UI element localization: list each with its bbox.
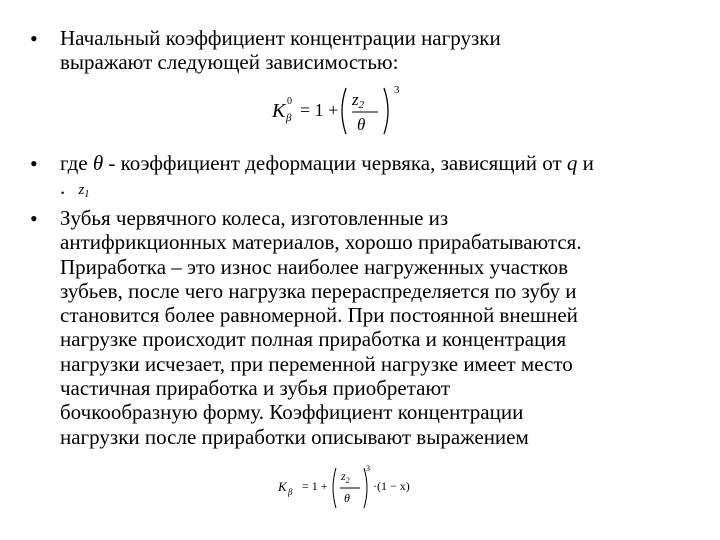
- formula-power: 3: [394, 84, 400, 96]
- formula-tail: ·(1 − x): [373, 479, 410, 493]
- text-line: зубьев, после чего нагрузка перераспределяется по зубу и: [60, 278, 577, 303]
- formula-eq: = 1 +: [302, 479, 328, 493]
- formula-initial-concentration: [272, 86, 422, 136]
- formula-after-runin: [278, 466, 458, 510]
- formula-brackets: [338, 86, 418, 136]
- bullet-dot: •: [30, 206, 38, 231]
- formula-den: θ: [357, 115, 366, 134]
- theta-symbol: θ: [92, 151, 104, 175]
- text-and: и: [582, 151, 594, 175]
- bullet-3: [30, 206, 582, 449]
- text-line: Начальный коэффициент концентрации нагрузки: [60, 26, 501, 50]
- text-line: нагрузке происходит полная приработка и концентрация: [60, 327, 567, 352]
- q-symbol: q: [566, 151, 578, 175]
- bullet-1: [30, 26, 501, 75]
- text-line: [60, 151, 594, 175]
- text-line: Зубья червячного колеса, изготовленные из: [60, 206, 449, 230]
- text-dot: .: [60, 175, 66, 200]
- text-line: частичная приработка и зубья приобретают: [60, 376, 451, 401]
- text-line: нагрузки после приработки описывают выражением: [60, 424, 529, 449]
- formula-den: θ: [344, 491, 350, 505]
- bullet-2: [30, 151, 594, 208]
- formula-k: K: [278, 479, 287, 494]
- bullet-2-text: [60, 151, 594, 208]
- formula-k: K: [272, 100, 286, 122]
- formula-eq: = 1 +: [300, 100, 339, 120]
- text-middle: - коэффициент деформации червяка, зависящий от: [108, 151, 562, 175]
- formula-k-sub: β: [288, 487, 293, 497]
- bullet-dot: •: [30, 26, 38, 51]
- text-line: становится более равномерной. При постоянной внешней: [60, 303, 578, 328]
- text-line: нагрузки исчезает, при переменной нагрузке имеет место: [60, 351, 573, 376]
- text-line: бочкообразную форму. Коэффициент концентрации: [60, 400, 524, 425]
- text-line: антифрикционных материалов, хорошо прирабатываются.: [60, 230, 582, 255]
- bullet-3-text: [60, 206, 582, 449]
- text-line: выражают следующей зависимостью:: [60, 50, 399, 75]
- formula-num: $z_2$: [352, 90, 365, 111]
- text-line: Приработка – это износ наиболее нагруженных участков: [60, 254, 569, 279]
- formula-power: 3: [366, 464, 370, 473]
- formula-num: $z_2$: [341, 469, 350, 485]
- text-line: [60, 175, 594, 207]
- formula-k-sup: 0: [287, 96, 292, 107]
- bullet-dot: •: [30, 151, 38, 176]
- bullet-1-text: [60, 26, 501, 75]
- text-where: где: [60, 151, 88, 175]
- z1-symbol: $z_1$: [78, 182, 90, 201]
- formula-k-sub: β: [286, 112, 292, 124]
